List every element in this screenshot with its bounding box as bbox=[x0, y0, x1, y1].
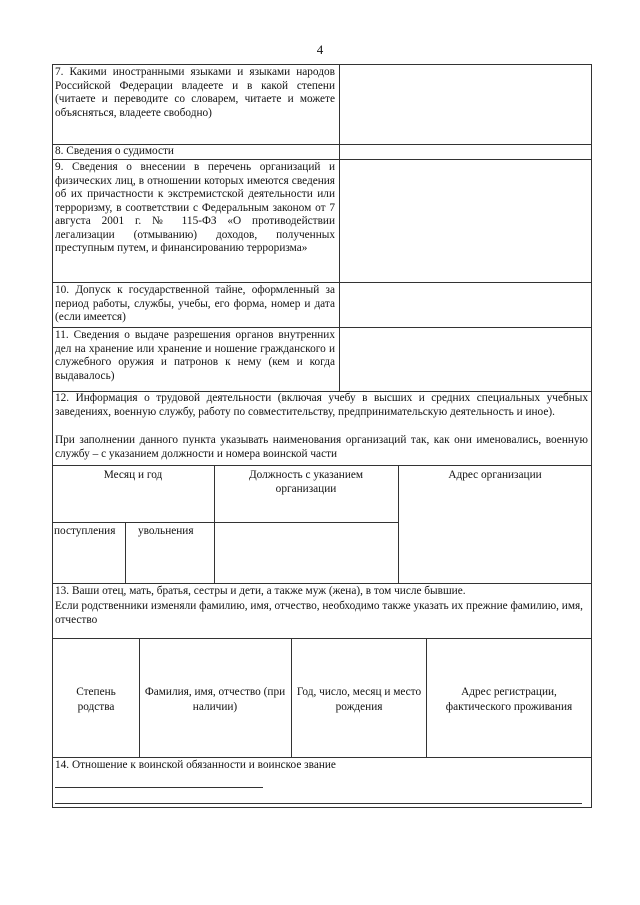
header-month-year: Месяц и год bbox=[103, 469, 163, 481]
question-10: 10. Допуск к государственной тайне, оформленный за период работы, службы, учебы, его форма, номер и дата (если имеется) bbox=[55, 284, 335, 323]
table-divider bbox=[139, 638, 140, 757]
table-divider bbox=[52, 465, 592, 466]
table-divider bbox=[291, 638, 292, 757]
header-relation: Степень родства bbox=[76, 686, 116, 713]
row-divider bbox=[52, 282, 592, 283]
row-divider bbox=[52, 159, 592, 160]
question-8: 8. Сведения о судимости bbox=[55, 145, 174, 157]
table-divider bbox=[52, 638, 592, 639]
page-number: 4 bbox=[316, 42, 324, 57]
header-registration: Адрес регистрации, фактического проживания bbox=[445, 686, 573, 713]
table-divider bbox=[52, 522, 398, 523]
header-name: Фамилия, имя, отчество (при наличии) bbox=[144, 686, 286, 713]
row-divider bbox=[52, 757, 592, 758]
question-12: 12. Информация о трудовой деятельности (включая учебу в высших и средних специальных учебных заведениях, военную службу, работу по совместительству, предпринимательскую деятельность и иное). bbox=[55, 392, 588, 418]
table-divider bbox=[214, 465, 215, 583]
header-start: поступления bbox=[54, 525, 116, 537]
row-divider bbox=[52, 327, 592, 328]
header-end: увольнения bbox=[138, 525, 194, 537]
header-birth: Год, число, месяц и место рождения bbox=[296, 686, 422, 713]
answer-line[interactable] bbox=[55, 803, 582, 804]
column-divider bbox=[339, 64, 340, 391]
question-12-note: При заполнении данного пункта указывать наименования организаций так, как они именовались, военную службу – с указанием должности и номера воинской части bbox=[55, 434, 588, 460]
answer-line[interactable] bbox=[55, 787, 263, 788]
table-divider bbox=[125, 522, 126, 583]
header-position: Должность с указанием организации bbox=[248, 469, 364, 495]
header-address: Адрес организации bbox=[448, 469, 542, 481]
question-7: 7. Какими иностранными языками и языками народов Российской Федерации владеете и в какой степени (читаете и переводите со словарем, читаете и можете объясняться, владеете свободно) bbox=[55, 66, 335, 119]
table-divider bbox=[426, 638, 427, 757]
question-14: 14. Отношение к воинской обязанности и воинское звание bbox=[55, 759, 336, 771]
table-divider bbox=[398, 465, 399, 583]
question-13-note: Если родственники изменяли фамилию, имя, отчество, необходимо также указать их прежние фамилию, имя, отчество bbox=[55, 600, 583, 626]
question-11: 11. Сведения о выдаче разрешения органов внутренних дел на хранение или хранение и ношение гражданского и служебного оружия и патронов к нему (кем и когда выдавалось) bbox=[55, 329, 335, 382]
question-9: 9. Сведения о внесении в перечень организаций и физических лиц, в отношении которых имеются сведения об их причастности к экстремистской деятельности или терроризму, в соответствии с Федеральным законом от 7 августа 2001 г. № 115-ФЗ «О противодействии легализации (отмыванию) доходов, полученных преступным путем, и финансированию терроризма» bbox=[55, 161, 335, 254]
question-13: 13. Ваши отец, мать, братья, сестры и дети, а также муж (жена), в том числе бывшие. bbox=[55, 585, 466, 597]
row-divider bbox=[52, 583, 592, 584]
